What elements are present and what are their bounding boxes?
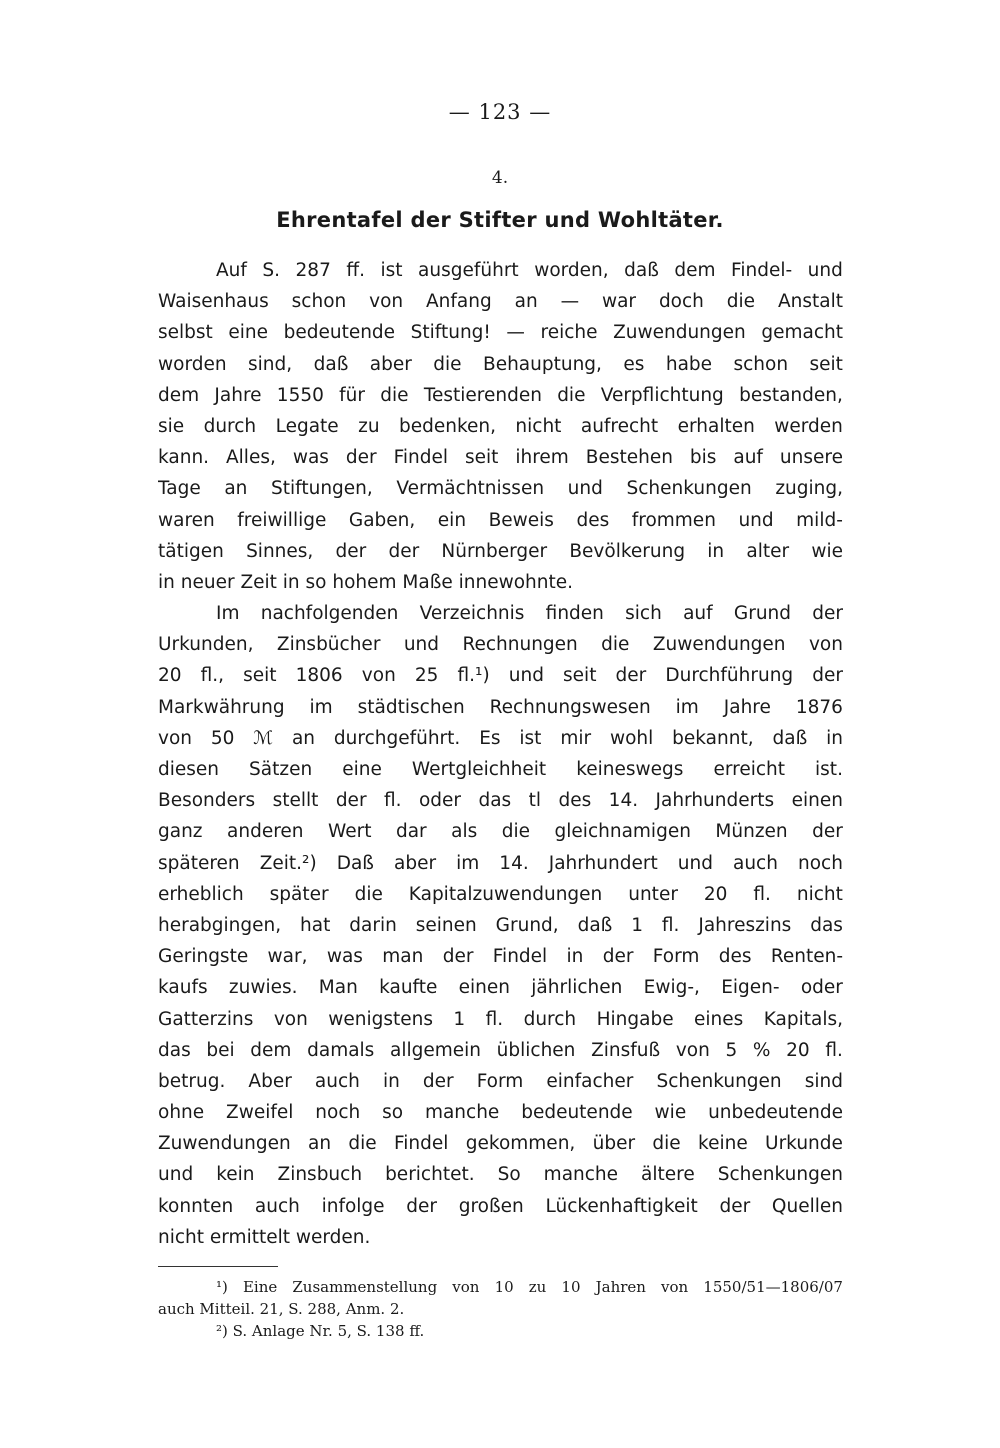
text-line: selbst eine bedeutende Stiftung! — reiche Zuwendungen gemacht	[158, 322, 843, 344]
text-line: diesen Sätzen eine Wertgleichheit keineswegs erreicht ist.	[158, 759, 843, 780]
text-line: konnten auch infolge der großen Lückenhaftigkeit der Quellen	[158, 1195, 843, 1217]
text-line: nicht ermittelt werden.	[158, 1226, 371, 1248]
body-text	[158, 255, 843, 1253]
text-line: 20 fl., seit 1806 von 25 fl.¹) und seit der Durchführung der	[158, 665, 843, 687]
text-line: waren freiwillige Gaben, ein Beweis des frommen und mild-	[158, 509, 843, 531]
text-line: dem Jahre 1550 für die Testierenden die Verpflichtung bestanden,	[158, 384, 843, 406]
text-line: Auf S. 287 ff. ist ausgeführt worden, daß dem Findel- und	[216, 260, 843, 281]
footnotes	[158, 1276, 843, 1342]
text-line: Waisenhaus schon von Anfang an — war doch die Anstalt	[158, 291, 843, 313]
text-line: Geringste war, was man der Findel in der Form des Renten-	[158, 946, 843, 968]
text-line: von 50 ℳ an durchgeführt. Es ist mir wohl bekannt, daß in	[158, 727, 843, 749]
text-line: ohne Zweifel noch so manche bedeutende wie unbedeutende	[158, 1102, 843, 1124]
text-line: tätigen Sinnes, der der Nürnberger Bevölkerung in alter wie	[158, 540, 843, 562]
text-line: Gatterzins von wenigstens 1 fl. durch Hingabe eines Kapitals,	[158, 1008, 843, 1030]
text-line: betrug. Aber auch in der Form einfacher Schenkungen sind	[158, 1070, 843, 1092]
text-line: worden sind, daß aber die Behauptung, es habe schon seit	[158, 353, 843, 375]
text-line: erheblich später die Kapitalzuwendungen unter 20 fl. nicht	[158, 883, 843, 905]
text-line: und kein Zinsbuch berichtet. So manche ältere Schenkungen	[158, 1164, 843, 1186]
text-line: Im nachfolgenden Verzeichnis finden sich auf Grund der	[216, 603, 843, 625]
text-line: Urkunden, Zinsbücher und Rechnungen die Zuwendungen von	[158, 634, 843, 656]
text-line: Zuwendungen an die Findel gekommen, über die keine Urkunde	[158, 1133, 843, 1155]
section-number: 4.	[491, 168, 509, 188]
text-line: kaufs zuwies. Man kaufte einen jährlichen Ewig-, Eigen- oder	[158, 977, 843, 999]
text-line: Besonders stellt der fl. oder das tl des 14. Jahrhunderts einen	[158, 790, 843, 812]
text-line: in neuer Zeit in so hohem Maße innewohnte.	[158, 571, 574, 593]
footnote-divider	[158, 1266, 278, 1267]
footnote-line: ¹) Eine Zusammenstellung von 10 zu 10 Jahren von 1550/51—1806/07	[216, 1278, 843, 1296]
text-line: kann. Alles, was der Findel seit ihrem Bestehen bis auf unsere	[158, 447, 843, 469]
footnote-line: auch Mitteil. 21, S. 288, Anm. 2.	[158, 1300, 405, 1318]
text-line: Tage an Stiftungen, Vermächtnissen und Schenkungen zuging,	[158, 478, 843, 500]
footnote-line: ²) S. Anlage Nr. 5, S. 138 ff.	[216, 1322, 425, 1340]
text-line: späteren Zeit.²) Daß aber im 14. Jahrhundert und auch noch	[158, 852, 843, 874]
text-line: sie durch Legate zu bedenken, nicht aufrecht erhalten werden	[158, 415, 843, 437]
text-line: ganz anderen Wert dar als die gleichnamigen Münzen der	[158, 821, 843, 843]
page-number: — 123 —	[448, 100, 552, 124]
text-line: das bei dem damals allgemein üblichen Zinsfuß von 5 % 20 fl.	[158, 1039, 843, 1061]
section-heading: Ehrentafel der Stifter und Wohltäter.	[276, 208, 724, 232]
text-line: Markwährung im städtischen Rechnungswesen im Jahre 1876	[158, 696, 843, 718]
text-line: herabgingen, hat darin seinen Grund, daß 1 fl. Jahreszins das	[158, 914, 843, 936]
